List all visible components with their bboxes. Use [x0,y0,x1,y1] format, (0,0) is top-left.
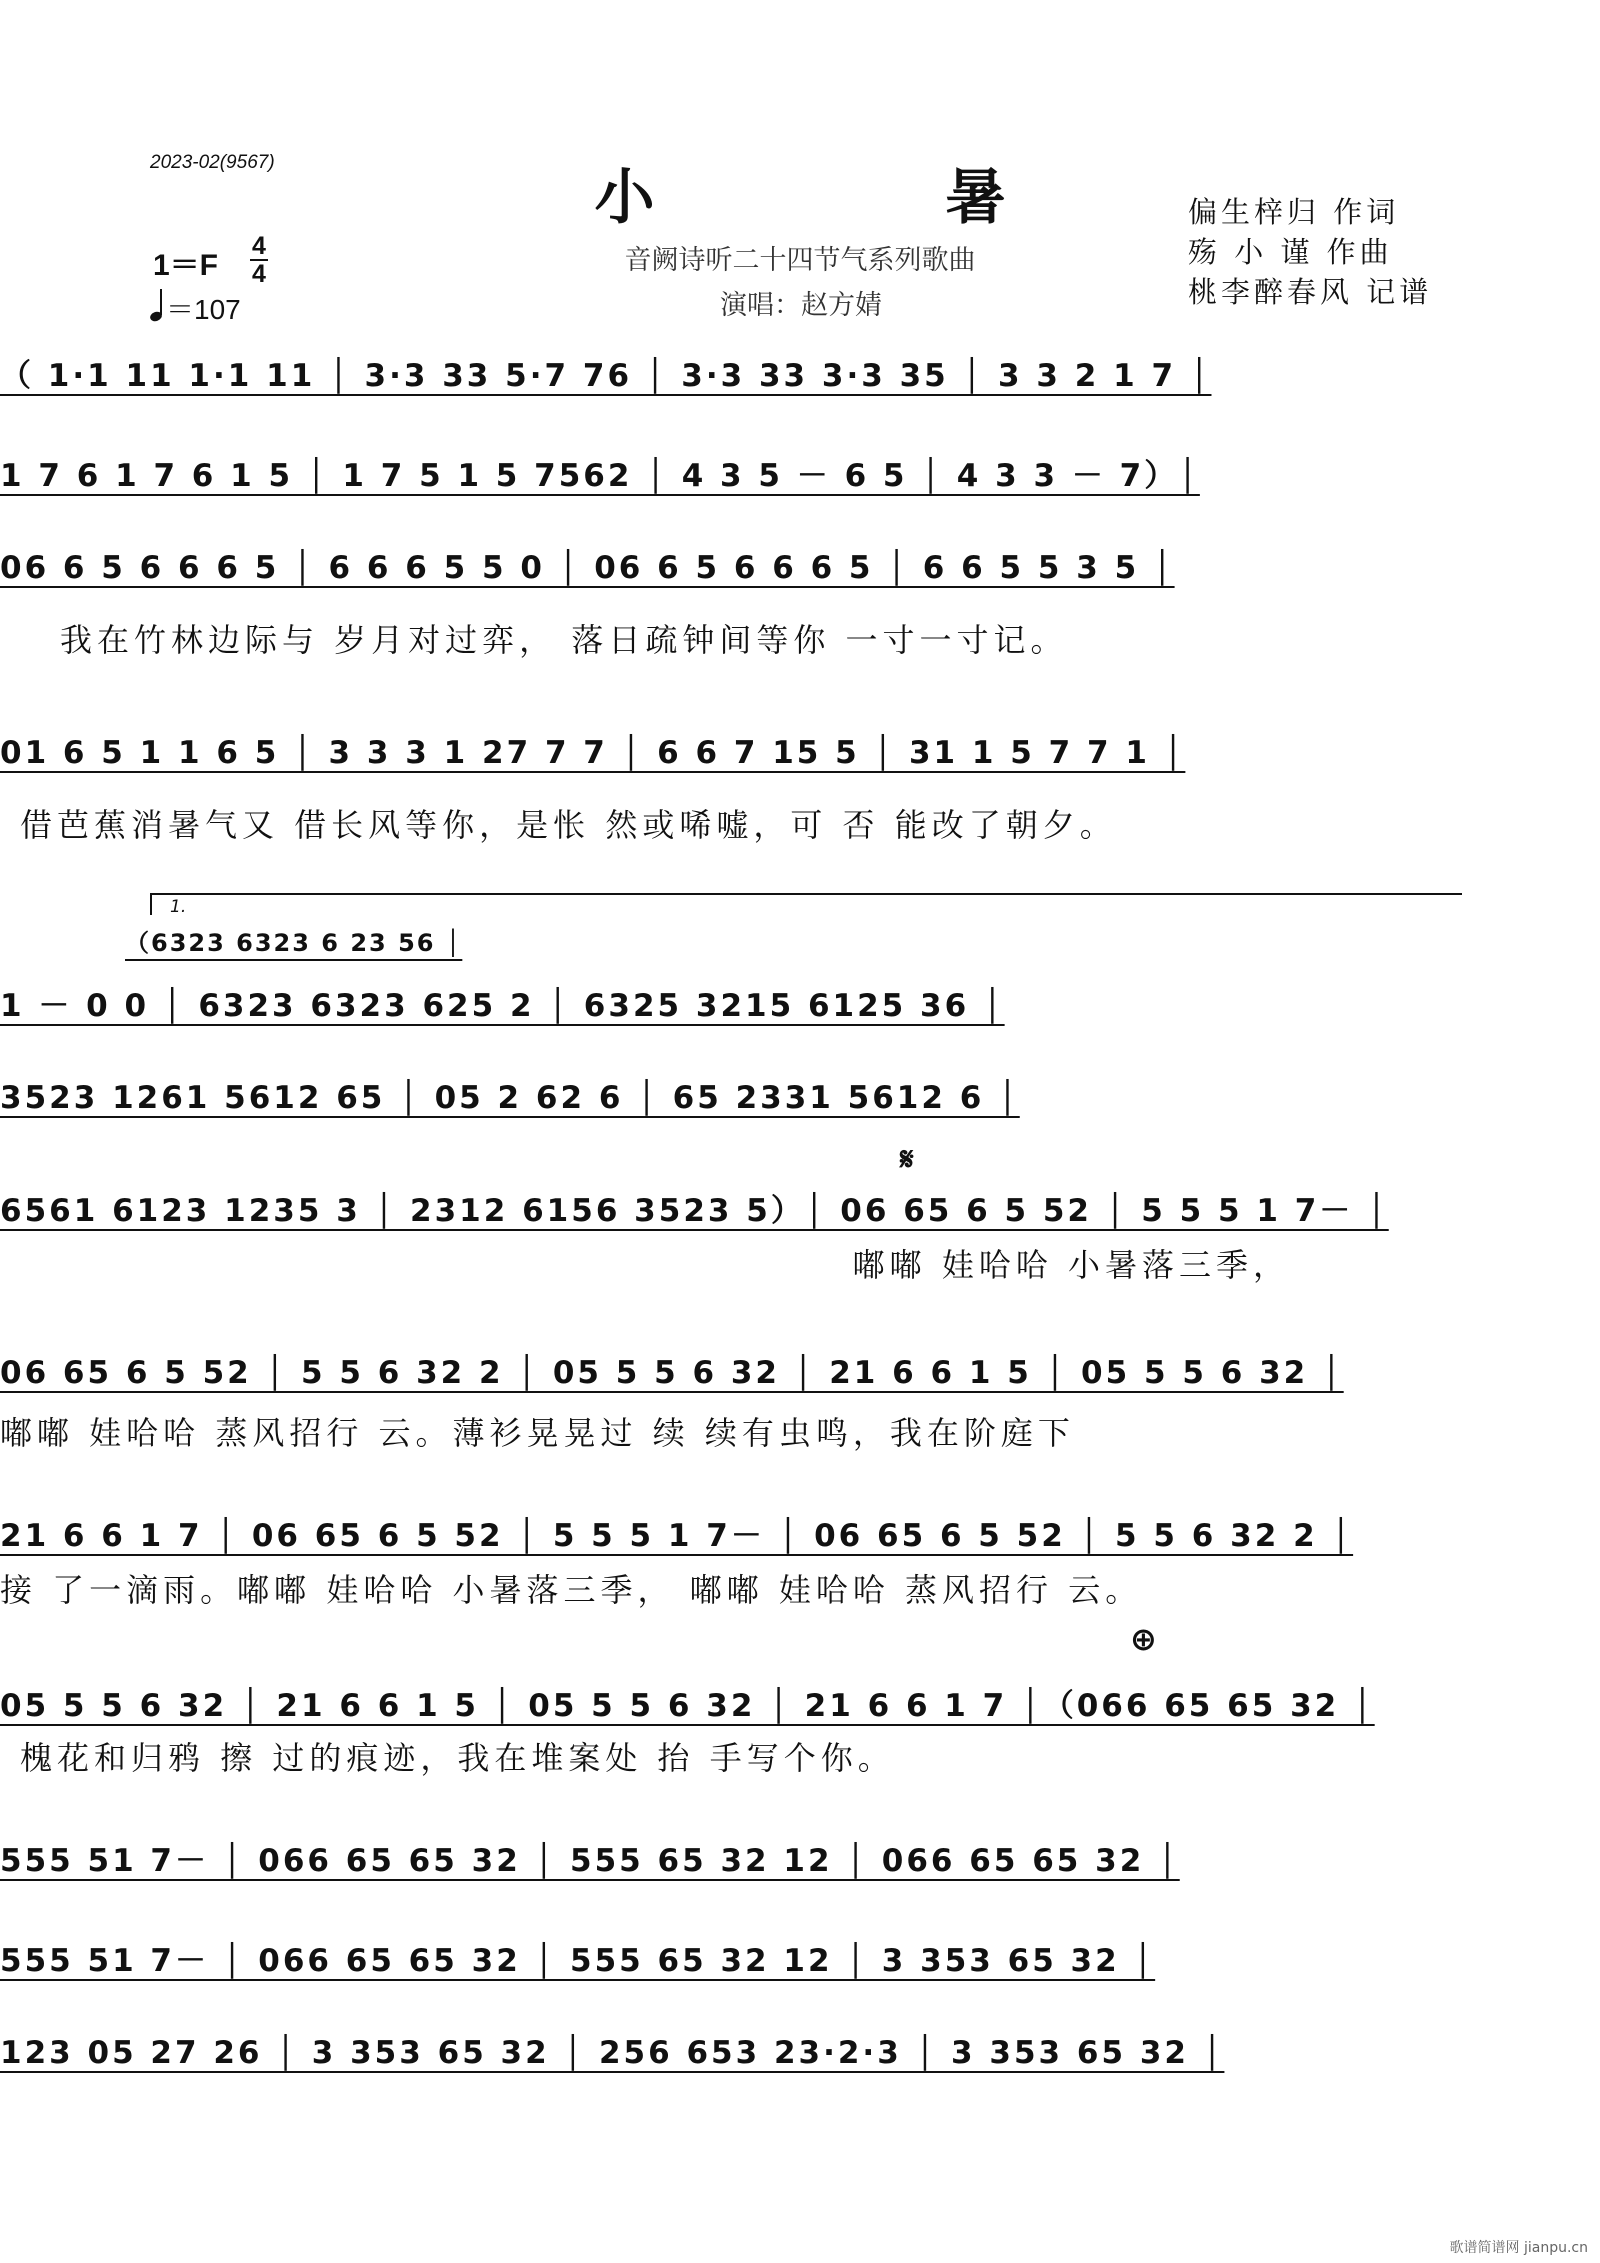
catalog-number: 2023-02(9567) [150,152,275,173]
score-line-13: 123 05 27 26 │ 3 353 65 32 │ 256 653 23·2·3 │ 3 353 65 32 │ [0,2035,1225,2071]
footer-watermark: 歌谱简谱网 jianpu.cn [1449,2240,1588,2256]
score-line-7: 6561 6123 1235 3 │ 2312 6156 3523 5）│ 06 65 6 5 52 │ 5 5 5 1 7－ │ [0,1193,1389,1229]
score-line-10: 05 5 5 6 32 │ 21 6 6 1 5 │ 05 5 5 6 32 │ 21 6 6 1 7 │（066 65 65 32 │ [0,1688,1375,1724]
coda-sign: ⊕ [1130,1620,1157,1658]
credits [1188,192,1432,312]
subtitle: 音阙诗听二十四节气系列歌曲 [624,245,976,276]
lyric-line-2: 借芭蕉消暑气又 借长风等你，是怅 然或唏嘘，可 否 能改了朝夕。 [20,806,1117,844]
score-line-8: 06 65 6 5 52 │ 5 5 6 32 2 │ 05 5 5 6 32 │ 21 6 6 1 5 │ 05 5 5 6 32 │ [0,1355,1344,1391]
score-line-3: 06 6 5 6 6 6 5 │ 6 6 6 5 5 0 │ 06 6 5 6 6 6 5 │ 6 6 5 5 3 5 │ [0,550,1175,586]
tempo-value: ＝107 [166,294,241,325]
lyric-line-3: 嘟嘟 娃哈哈 小暑落三季， [852,1246,1290,1284]
score-line-2: 1 7 6 1 7 6 1 5 │ 1 7 5 1 5 7562 │ 4 3 5 － 6 5 │ 4 3 3 － 7）│ [0,458,1200,494]
ossia-line: （6323 6323 6 23 56 │ [125,929,463,957]
singer: 演唱：赵方婧 [720,290,882,321]
key-signature: 1＝F [153,249,219,282]
score-line-9: 21 6 6 1 7 │ 06 65 6 5 52 │ 5 5 5 1 7－ │ 06 65 6 5 52 │ 5 5 6 32 2 │ [0,1518,1354,1554]
score-line-1: （ 1·1 11 1·1 11 │ 3·3 33 5·7 76 │ 3·3 33 3·3 35 │ 3 3 2 1 7 │ [0,358,1212,394]
volta-label: 1. [170,897,187,917]
segno-sign: 𝄋 [900,1140,914,1178]
volta-bracket [150,893,1462,915]
score-line-6: 3523 1261 5612 65 │ 05 2 62 6 │ 65 2331 5612 6 │ [0,1080,1020,1116]
lyricist: 偏生梓归 作词 [1188,195,1400,229]
score-line-11: 555 51 7－ │ 066 65 65 32 │ 555 65 32 12 │ 066 65 65 32 │ [0,1843,1180,1879]
time-signature [250,233,268,287]
lyric-line-5: 接 了一滴雨。嘟嘟 娃哈哈 小暑落三季， 嘟嘟 娃哈哈 蒸风招行 云。 [0,1571,1143,1609]
lyric-line-6: 槐花和归鸦 擦 过的痕迹，我在堆案处 抬 手写个你。 [20,1739,895,1777]
lyric-line-1: 我在竹林边际与 岁月对过弈， 落日疏钟间等你 一寸一寸记。 [60,621,1068,659]
lyric-line-4: 嘟嘟 娃哈哈 蒸风招行 云。薄衫晃晃过 续 续有虫鸣，我在阶庭下 [0,1414,1075,1452]
composer: 殇 小 谨 作曲 [1188,235,1393,269]
score-line-12: 555 51 7－ │ 066 65 65 32 │ 555 65 32 12 │ 3 353 65 32 │ [0,1943,1156,1979]
score-line-4: 01 6 5 1 1 6 5 │ 3 3 3 1 27 7 7 │ 6 6 7 15 5 │ 31 1 5 7 7 1 │ [0,735,1186,771]
time-denominator: 4 [252,260,266,288]
song-title: 小 暑 [594,163,1141,233]
transcriber: 桃李醉春风 记谱 [1188,275,1433,309]
score-line-5: 1 － 0 0 │ 6323 6323 625 2 │ 6325 3215 6125 36 │ [0,988,1005,1024]
time-numerator: 4 [252,232,266,260]
tempo-marking [150,288,241,328]
